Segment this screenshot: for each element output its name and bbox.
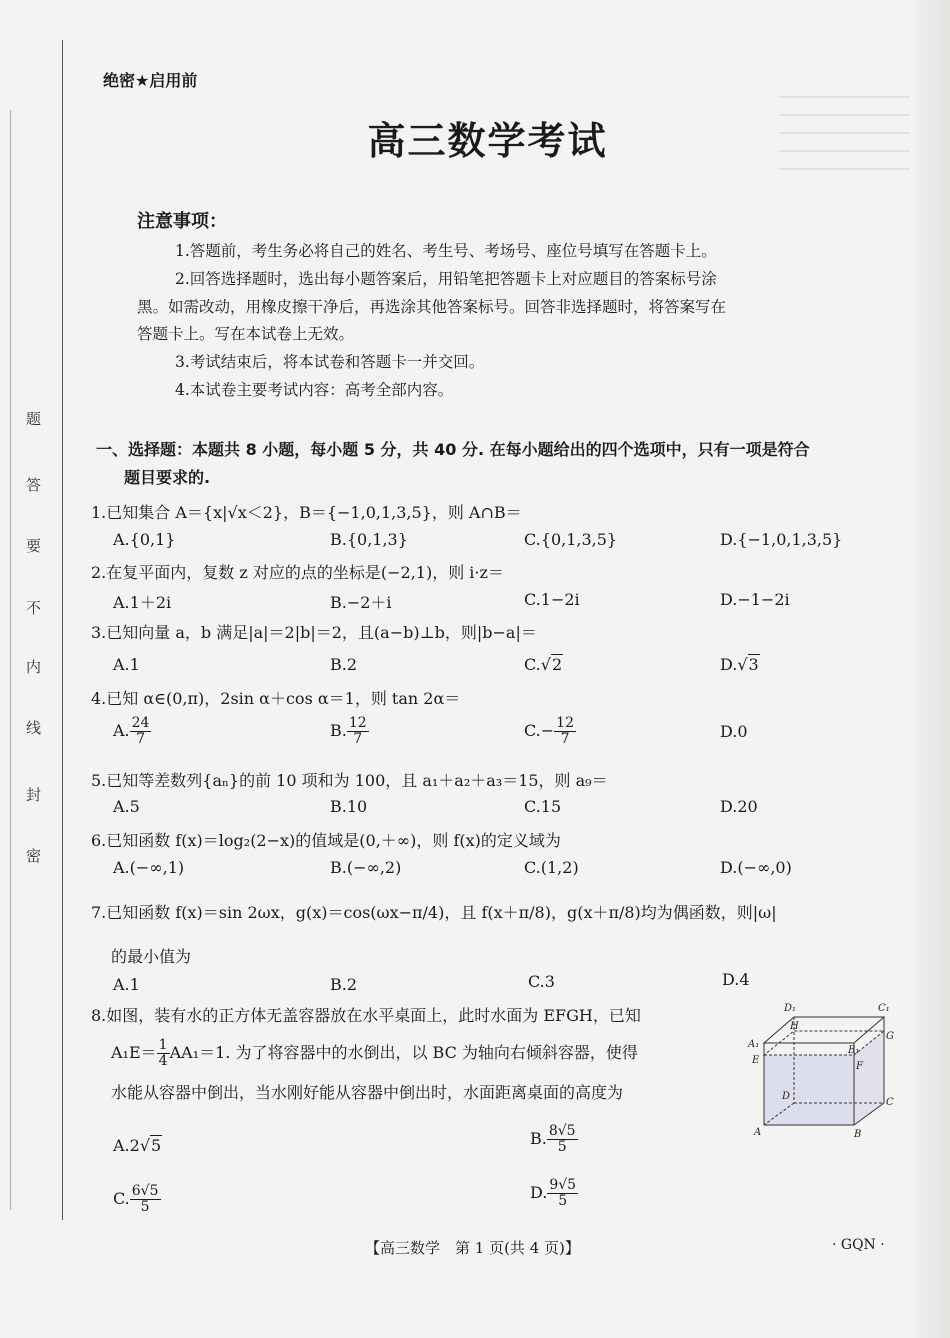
option-label: D. xyxy=(530,1183,548,1202)
stem-part: A₁E＝ xyxy=(111,1043,157,1062)
option-b: B.10 xyxy=(330,797,368,816)
seal-char: 答 xyxy=(26,476,42,494)
option-d: D.0 xyxy=(720,722,748,741)
label-f: F xyxy=(856,1061,863,1072)
numerator: 8√5 xyxy=(548,1123,576,1139)
option-label: D. xyxy=(720,655,738,674)
page-title: 高三数学考试 xyxy=(367,118,608,163)
option-label: A. xyxy=(113,721,130,740)
question-4-stem: 4.已知 α∈(0,π)，2sin α＋cos α＝1，则 tan 2α＝ xyxy=(91,689,461,708)
label-c: C xyxy=(886,1097,894,1108)
option-d: D.{−1,0,1,3,5} xyxy=(720,530,843,549)
section-heading xyxy=(96,436,886,492)
question-5-stem: 5.已知等差数列{aₙ}的前 10 项和为 100，且 a₁＋a₂＋a₃＝15，则 a₉＝ xyxy=(91,771,608,790)
option-a xyxy=(113,716,151,747)
seal-char: 内 xyxy=(26,658,42,676)
numerator: 1 xyxy=(158,1037,168,1053)
label-d: D xyxy=(782,1091,791,1102)
option-d: D.4 xyxy=(722,970,750,989)
option-b xyxy=(530,1124,578,1155)
option-b: B.{0,1,3} xyxy=(330,530,408,549)
option-c: C.1−2i xyxy=(524,590,580,609)
question-2-stem: 2.在复平面内，复数 z 对应的点的坐标是(−2,1)，则 i·z＝ xyxy=(91,563,504,582)
fraction xyxy=(347,716,369,747)
label-d1: D₁ xyxy=(784,1003,797,1014)
denominator: 5 xyxy=(558,1193,568,1209)
option-b: B.2 xyxy=(330,655,358,674)
label-c1: C₁ xyxy=(878,1003,890,1014)
binding-line xyxy=(62,40,63,1220)
option-d: D.√3 xyxy=(720,655,759,674)
note-line: 答题卡上。写在本试卷上无效。 xyxy=(137,325,355,343)
label-a1: A₁ xyxy=(748,1039,760,1050)
stem-part: AA₁＝1. 为了将容器中的水倒出，以 BC 为轴向右倾斜容器，使得 xyxy=(169,1043,638,1062)
question-8-stem-line3: 水能从容器中倒出，当水刚好能从容器中倒出时，水面距离桌面的高度为 xyxy=(111,1083,624,1102)
fraction xyxy=(157,1038,170,1069)
option-c: C.3 xyxy=(528,972,555,991)
option-c: C.{0,1,3,5} xyxy=(524,530,618,549)
denominator: 7 xyxy=(136,731,146,747)
cube-top-face xyxy=(764,1017,884,1043)
option-d: D.−1−2i xyxy=(720,590,790,609)
scan-edge-shadow xyxy=(916,0,950,1338)
label-b: B xyxy=(854,1129,862,1140)
sqrt-radicand: 5 xyxy=(151,1136,162,1155)
option-a: A.1 xyxy=(113,975,140,994)
fraction xyxy=(130,716,152,747)
option-a: A.1 xyxy=(113,655,140,674)
note-line: 黑。如需改动，用橡皮擦干净后，再选涂其他答案标号。回答非选择题时，将答案写在 xyxy=(137,298,727,316)
question-3-stem: 3.已知向量 a，b 满足|a|＝2|b|＝2，且(a−b)⊥b，则|b−a|＝ xyxy=(91,623,537,642)
option-a: A.(−∞,1) xyxy=(113,858,185,877)
question-8-stem-line2 xyxy=(111,1038,638,1069)
option-c: C.(1,2) xyxy=(524,858,579,877)
seal-char: 要 xyxy=(26,537,42,555)
section-line: 一、选择题：本题共 8 小题，每小题 5 分，共 40 分. 在每小题给出的四个选项中，只有一项是符合 xyxy=(96,440,810,459)
option-label: C.− xyxy=(524,721,555,740)
question-7-stem-cont: 的最小值为 xyxy=(111,947,192,966)
label-h: H xyxy=(790,1021,799,1032)
option-a: A.5 xyxy=(113,797,140,816)
sqrt-radicand: 2 xyxy=(551,655,563,674)
numerator: 24 xyxy=(131,715,150,731)
label-b1: B₁ xyxy=(848,1045,860,1056)
label-g: G xyxy=(886,1031,894,1042)
option-c xyxy=(524,716,576,747)
paper-code: · GQN · xyxy=(832,1237,885,1253)
option-a: A.2√5 xyxy=(113,1136,162,1155)
option-c: C.15 xyxy=(524,797,562,816)
option-b: B.−2＋i xyxy=(330,593,392,612)
denominator: 7 xyxy=(353,731,363,747)
option-label: A.2 xyxy=(113,1136,140,1155)
fraction xyxy=(547,1124,578,1155)
question-7-stem: 7.已知函数 f(x)＝sin 2ωx，g(x)＝cos(ωx−π/4)，且 f(x＋π/8)，g(x＋π/8)均为偶函数，则|ω| xyxy=(91,903,777,922)
option-c xyxy=(113,1184,161,1215)
option-label: B. xyxy=(530,1129,547,1148)
option-a: A.1＋2i xyxy=(113,593,172,612)
seal-char: 密 xyxy=(26,847,42,865)
option-b xyxy=(330,716,369,747)
notes-heading: 注意事项： xyxy=(137,211,227,232)
option-label: C. xyxy=(524,655,541,674)
question-8-stem: 8.如图，装有水的正方体无盖容器放在水平桌面上，此时水面为 EFGH，已知 xyxy=(91,1006,641,1025)
option-d: D.20 xyxy=(720,797,758,816)
option-b: B.(−∞,2) xyxy=(330,858,402,877)
denominator: 5 xyxy=(557,1139,567,1155)
question-1-stem: 1.已知集合 A＝{x|√x＜2}，B＝{−1,0,1,3,5}，则 A∩B＝ xyxy=(91,503,522,522)
label-a: A xyxy=(754,1127,762,1138)
note-line: 1.答题前，考生务必将自己的姓名、考生号、考场号、座位号填写在答题卡上。 xyxy=(175,242,717,260)
seal-char: 线 xyxy=(26,719,42,737)
seal-char: 题 xyxy=(26,410,42,428)
option-c: C.√2 xyxy=(524,655,563,674)
numerator: 12 xyxy=(556,715,574,731)
fraction xyxy=(130,1184,161,1215)
fraction xyxy=(554,716,576,747)
note-line: 3.考试结束后，将本试卷和答题卡一并交回。 xyxy=(175,353,485,371)
numerator: 9√5 xyxy=(549,1177,577,1193)
option-label: B. xyxy=(330,721,347,740)
option-label: C. xyxy=(113,1189,130,1208)
label-e: E xyxy=(752,1055,760,1066)
cube-container-figure xyxy=(744,995,894,1145)
option-d xyxy=(530,1178,578,1209)
note-line: 2.回答选择题时，选出每小题答案后，用铅笔把答题卡上对应题目的答案标号涂 xyxy=(175,270,717,288)
confidential-label: 绝密★启用前 xyxy=(103,71,198,90)
denominator: 7 xyxy=(560,731,570,747)
numerator: 6√5 xyxy=(131,1183,159,1199)
numerator: 12 xyxy=(348,715,367,731)
fraction xyxy=(547,1178,578,1209)
denominator: 4 xyxy=(158,1053,168,1069)
note-line: 4.本试卷主要考试内容：高考全部内容。 xyxy=(175,381,454,399)
page-footer: 【高三数学 第 1 页(共 4 页)】 xyxy=(365,1239,580,1257)
sqrt-radicand: 3 xyxy=(748,655,759,674)
seal-char: 封 xyxy=(26,786,42,804)
option-b: B.2 xyxy=(330,975,358,994)
question-6-stem: 6.已知函数 f(x)＝log₂(2−x)的值域是(0,＋∞)，则 f(x)的定义域为 xyxy=(91,831,561,850)
denominator: 5 xyxy=(140,1199,150,1215)
section-line: 题目要求的. xyxy=(124,468,211,487)
option-d: D.(−∞,0) xyxy=(720,858,792,877)
option-a: A.{0,1} xyxy=(113,530,176,549)
binding-edge-line xyxy=(10,110,11,1210)
seal-char: 不 xyxy=(26,599,42,617)
